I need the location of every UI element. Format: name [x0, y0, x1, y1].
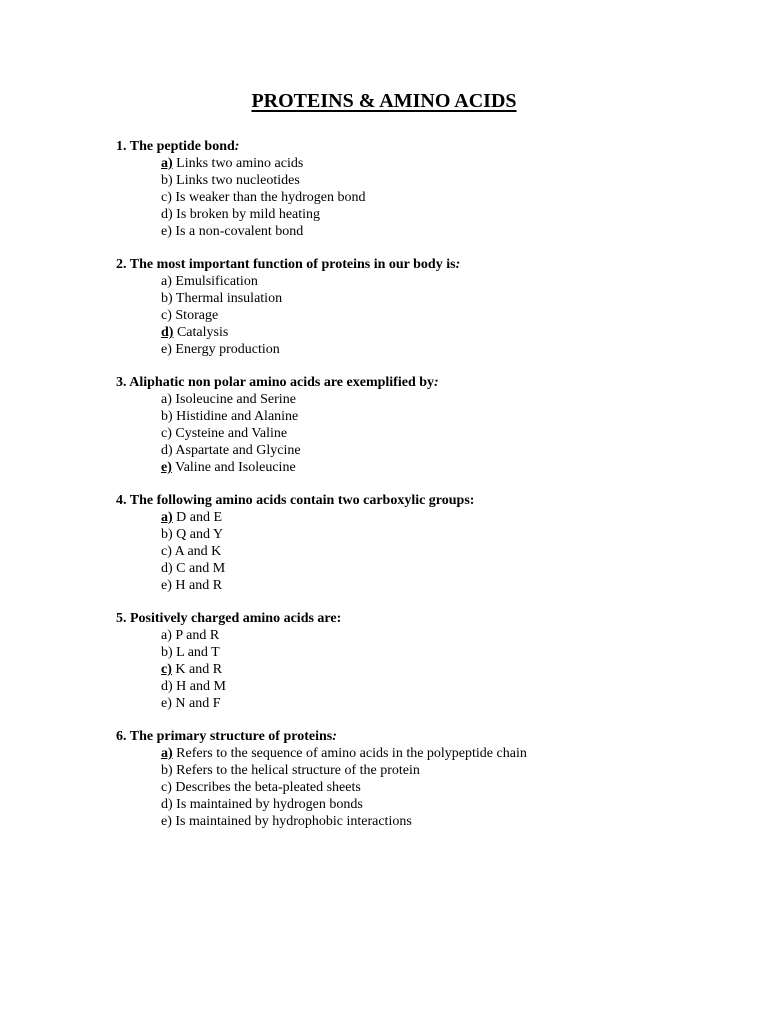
option-text: Is weaker than the hydrogen bond — [175, 190, 366, 205]
correct-option-letter: a) — [161, 510, 173, 525]
question-colon: : — [336, 611, 342, 626]
question-colon: : — [455, 257, 461, 272]
option-b — [161, 408, 736, 425]
option-c — [161, 543, 736, 560]
question-number: 6. — [116, 729, 127, 744]
option-list — [116, 745, 736, 830]
question-text — [116, 374, 736, 391]
question-colon: : — [234, 139, 240, 154]
option-letter: d) — [161, 679, 173, 694]
option-e — [161, 459, 736, 476]
question-number: 2. — [116, 257, 127, 272]
question-text — [116, 256, 736, 273]
question-3 — [116, 374, 736, 476]
question-4 — [116, 492, 736, 594]
option-d — [161, 796, 736, 813]
option-a — [161, 273, 736, 290]
option-text: Thermal insulation — [175, 291, 283, 306]
option-b — [161, 644, 736, 661]
question-6 — [116, 728, 736, 830]
option-list — [116, 627, 736, 712]
option-letter: a) — [161, 274, 172, 289]
option-text: C and M — [176, 561, 226, 576]
question-number: 5. — [116, 611, 127, 626]
option-letter: c) — [161, 308, 172, 323]
question-1 — [116, 138, 736, 240]
option-text: Cysteine and Valine — [175, 426, 288, 441]
option-list — [116, 391, 736, 476]
option-text: Is maintained by hydrophobic interactions — [175, 814, 412, 829]
question-stem: The peptide bond — [129, 139, 235, 154]
option-text: H and M — [176, 679, 226, 694]
option-text: K and R — [175, 662, 223, 677]
page-title-text: PROTEINS & AMINO ACIDS — [251, 90, 517, 112]
option-text: Refers to the sequence of amino acids in the polypeptide chain — [176, 746, 527, 761]
option-e — [161, 223, 736, 240]
option-text: N and F — [175, 696, 221, 711]
question-colon: : — [434, 375, 439, 390]
option-text: P and R — [175, 628, 220, 643]
option-c — [161, 189, 736, 206]
page-title — [0, 88, 768, 114]
option-a — [161, 745, 736, 762]
option-letter: d) — [161, 207, 173, 222]
option-a — [161, 155, 736, 172]
option-text: Links two nucleotides — [176, 173, 300, 188]
question-5 — [116, 610, 736, 712]
option-text: Is a non-covalent bond — [175, 224, 304, 239]
option-list — [116, 509, 736, 594]
option-text: Links two amino acids — [176, 156, 304, 171]
correct-option-letter: d) — [161, 325, 174, 340]
option-e — [161, 813, 736, 830]
question-colon: : — [469, 493, 475, 508]
option-letter: d) — [161, 797, 173, 812]
question-stem: The most important function of proteins in our body is — [129, 257, 456, 272]
option-a — [161, 509, 736, 526]
option-e — [161, 695, 736, 712]
option-letter: b) — [161, 409, 173, 424]
option-c — [161, 661, 736, 678]
option-text: H and R — [175, 578, 223, 593]
option-e — [161, 341, 736, 358]
question-text — [116, 138, 736, 155]
option-letter: b) — [161, 527, 173, 542]
question-stem: The following amino acids contain two carboxylic groups — [129, 493, 470, 508]
option-a — [161, 391, 736, 408]
option-a — [161, 627, 736, 644]
option-c — [161, 425, 736, 442]
question-number: 4. — [116, 493, 127, 508]
option-d — [161, 442, 736, 459]
option-letter: a) — [161, 392, 172, 407]
correct-option-letter: c) — [161, 662, 172, 677]
option-letter: c) — [161, 190, 172, 205]
correct-option-letter: a) — [161, 156, 173, 171]
question-stem: Positively charged amino acids are — [130, 611, 337, 626]
option-text: Is broken by mild heating — [176, 207, 321, 222]
option-letter: e) — [161, 224, 172, 239]
option-text: Isoleucine and Serine — [175, 392, 296, 407]
option-text: L and T — [176, 645, 220, 660]
question-number: 3. — [116, 375, 127, 390]
option-c — [161, 307, 736, 324]
option-b — [161, 526, 736, 543]
option-letter: e) — [161, 578, 172, 593]
option-letter: c) — [161, 544, 172, 559]
option-text: A and K — [174, 544, 222, 559]
option-letter: b) — [161, 763, 173, 778]
question-2 — [116, 256, 736, 358]
option-letter: a) — [161, 628, 172, 643]
option-letter: c) — [161, 426, 172, 441]
option-e — [161, 577, 736, 594]
option-text: D and E — [176, 510, 223, 525]
option-b — [161, 762, 736, 779]
option-text: Emulsification — [175, 274, 258, 289]
option-c — [161, 779, 736, 796]
question-text — [116, 610, 736, 627]
option-d — [161, 678, 736, 695]
option-text: Storage — [175, 308, 219, 323]
option-list — [116, 273, 736, 358]
question-text — [116, 492, 736, 509]
question-list — [116, 138, 736, 846]
option-text: Energy production — [175, 342, 280, 357]
option-letter: d) — [161, 443, 173, 458]
option-text: Q and Y — [176, 527, 224, 542]
option-d — [161, 206, 736, 223]
question-stem: Aliphatic non polar amino acids are exemplified by — [129, 375, 435, 390]
question-stem: The primary structure of proteins — [129, 729, 333, 744]
option-b — [161, 290, 736, 307]
option-letter: e) — [161, 342, 172, 357]
option-text: Valine and Isoleucine — [175, 460, 296, 475]
question-text — [116, 728, 736, 745]
option-text: Describes the beta-pleated sheets — [175, 780, 361, 795]
option-letter: b) — [161, 291, 173, 306]
option-text: Is maintained by hydrogen bonds — [176, 797, 363, 812]
option-letter: e) — [161, 814, 172, 829]
question-colon: : — [332, 729, 337, 744]
option-d — [161, 560, 736, 577]
option-letter: b) — [161, 173, 173, 188]
option-letter: e) — [161, 696, 172, 711]
option-letter: d) — [161, 561, 173, 576]
question-number: 1. — [116, 139, 127, 154]
option-letter: b) — [161, 645, 173, 660]
option-d — [161, 324, 736, 341]
option-b — [161, 172, 736, 189]
option-text: Aspartate and Glycine — [175, 443, 301, 458]
option-text: Histidine and Alanine — [176, 409, 299, 424]
correct-option-letter: e) — [161, 460, 172, 475]
option-list — [116, 155, 736, 240]
option-text: Catalysis — [176, 325, 229, 340]
option-letter: c) — [161, 780, 172, 795]
correct-option-letter: a) — [161, 746, 173, 761]
option-text: Refers to the helical structure of the protein — [176, 763, 420, 778]
